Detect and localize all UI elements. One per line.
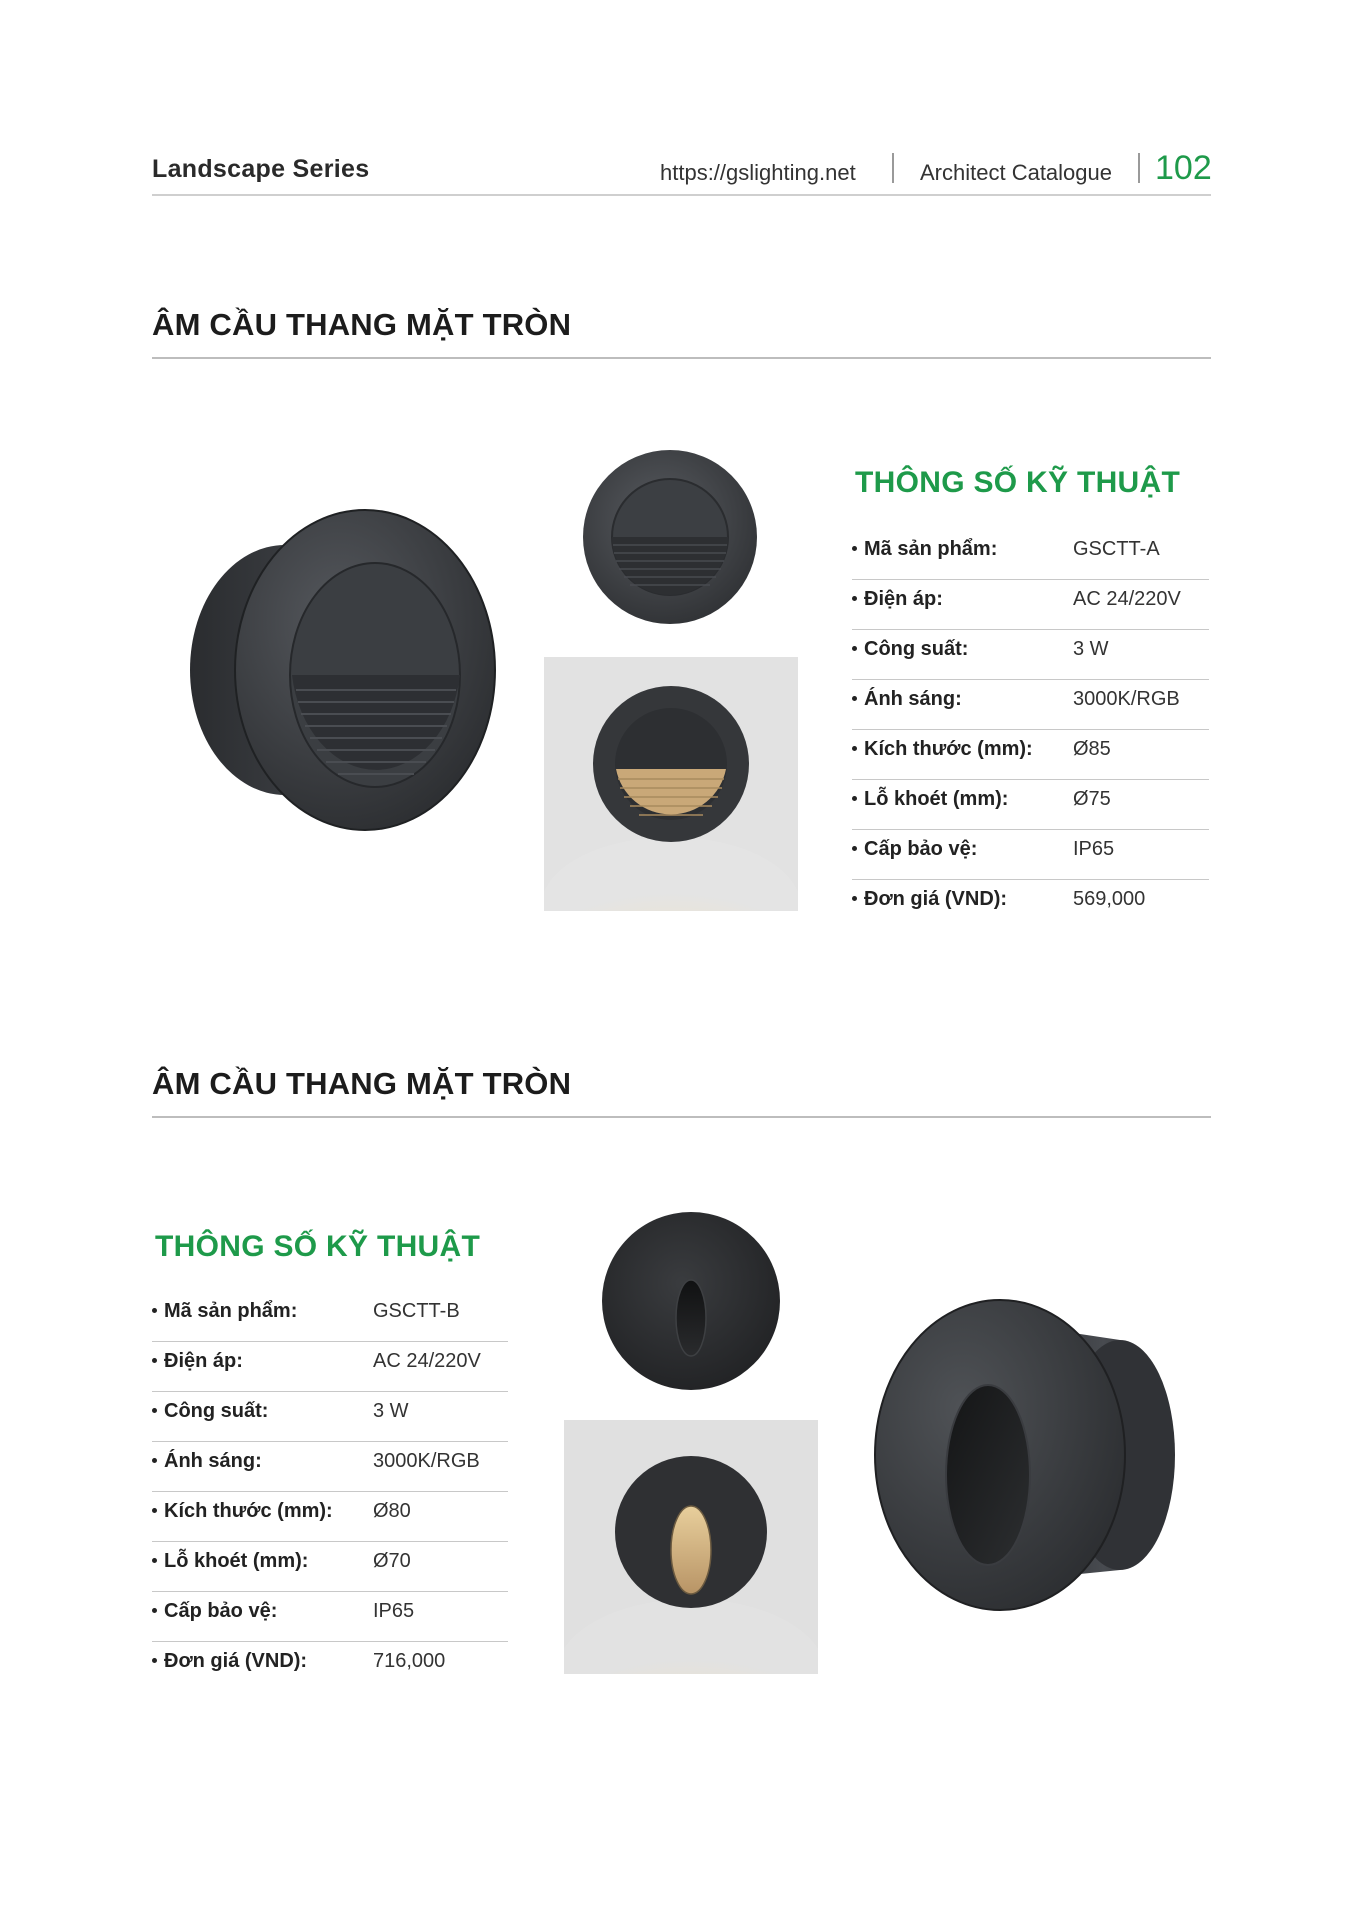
spec-value: Ø70 [373, 1550, 411, 1572]
product-image-angle [170, 500, 500, 840]
header-rule [152, 194, 1211, 196]
spec-label: Ánh sáng: [164, 1450, 262, 1472]
header-divider [892, 153, 894, 183]
spec-table [152, 1292, 508, 1691]
bullet [152, 1458, 157, 1463]
bullet [852, 696, 857, 701]
spec-row-power [852, 630, 1209, 680]
spec-value: 716,000 [373, 1650, 446, 1672]
spec-value: IP65 [1073, 838, 1115, 860]
spec-label: Lỗ khoét (mm): [864, 788, 1009, 810]
spec-label: Cấp bảo vệ: [164, 1600, 278, 1622]
section-rule [152, 357, 1211, 359]
lit-fixture-graphic [544, 657, 798, 911]
product-photo-lit [544, 657, 798, 911]
product-image-angle [870, 1290, 1190, 1620]
bullet [852, 896, 857, 901]
product-title: ÂM CẦU THANG MẶT TRÒN [152, 1066, 572, 1101]
series-title: Landscape Series [152, 155, 370, 183]
spec-row-product-code [152, 1292, 508, 1342]
bullet [152, 1508, 157, 1513]
spec-label: Công suất: [164, 1400, 269, 1422]
spec-value: 569,000 [1073, 888, 1146, 910]
bullet [152, 1608, 157, 1613]
spec-label: Kích thước (mm): [164, 1500, 333, 1522]
spec-value: IP65 [373, 1600, 415, 1622]
spec-row-product-code [852, 530, 1209, 580]
spec-value: 3000K/RGB [373, 1450, 480, 1472]
spec-row-cutout [852, 780, 1209, 830]
bullet [852, 596, 857, 601]
spec-label: Cấp bảo vệ: [864, 838, 978, 860]
spec-value: AC 24/220V [1073, 588, 1181, 610]
spec-value: GSCTT-B [373, 1300, 460, 1322]
spec-row-size [152, 1492, 508, 1542]
bullet [852, 846, 857, 851]
header-divider [1138, 153, 1140, 183]
spec-row-light [152, 1442, 508, 1492]
bullet [852, 646, 857, 651]
section-rule [152, 1116, 1211, 1118]
spec-heading: THÔNG SỐ KỸ THUẬT [855, 466, 1181, 499]
spec-value: Ø85 [1073, 738, 1111, 760]
spec-row-voltage [152, 1342, 508, 1392]
bullet [152, 1558, 157, 1563]
spec-label: Điện áp: [164, 1350, 243, 1372]
spec-value: 3000K/RGB [1073, 688, 1180, 710]
spec-value: Ø75 [1073, 788, 1111, 810]
spec-row-price [152, 1642, 508, 1691]
spec-row-price [852, 880, 1209, 929]
spec-label: Kích thước (mm): [864, 738, 1033, 760]
website-url[interactable]: https://gslighting.net [660, 160, 856, 185]
spec-row-ip-rating [852, 830, 1209, 880]
product-title: ÂM CẦU THANG MẶT TRÒN [152, 307, 572, 342]
spec-row-power [152, 1392, 508, 1442]
spec-label: Lỗ khoét (mm): [164, 1550, 309, 1572]
bullet [152, 1308, 157, 1313]
spec-label: Mã sản phẩm: [164, 1300, 298, 1322]
bullet [852, 746, 857, 751]
spec-row-size [852, 730, 1209, 780]
spec-label: Đơn giá (VND): [164, 1650, 308, 1672]
spec-label: Đơn giá (VND): [864, 888, 1008, 910]
spec-value: 3 W [373, 1400, 409, 1422]
spec-label: Ánh sáng: [864, 688, 962, 710]
page-number: 102 [1155, 149, 1212, 187]
spec-label: Điện áp: [864, 588, 943, 610]
spec-row-ip-rating [152, 1592, 508, 1642]
spec-table [852, 530, 1209, 929]
bullet [152, 1358, 157, 1363]
product-image-front [600, 1210, 782, 1392]
catalogue-name: Architect Catalogue [920, 160, 1112, 185]
spec-value: 3 W [1073, 638, 1109, 660]
product-image-front [580, 447, 760, 627]
spec-row-light [852, 680, 1209, 730]
spec-value: GSCTT-A [1073, 538, 1160, 560]
spec-value: AC 24/220V [373, 1350, 481, 1372]
spec-row-cutout [152, 1542, 508, 1592]
spec-row-voltage [852, 580, 1209, 630]
lit-fixture-graphic [564, 1420, 818, 1674]
spec-heading: THÔNG SỐ KỸ THUẬT [155, 1230, 481, 1263]
bullet [152, 1658, 157, 1663]
bullet [152, 1408, 157, 1413]
product-photo-lit [564, 1420, 818, 1674]
spec-label: Mã sản phẩm: [864, 538, 998, 560]
bullet [852, 796, 857, 801]
spec-value: Ø80 [373, 1500, 411, 1522]
spec-label: Công suất: [864, 638, 969, 660]
bullet [852, 546, 857, 551]
